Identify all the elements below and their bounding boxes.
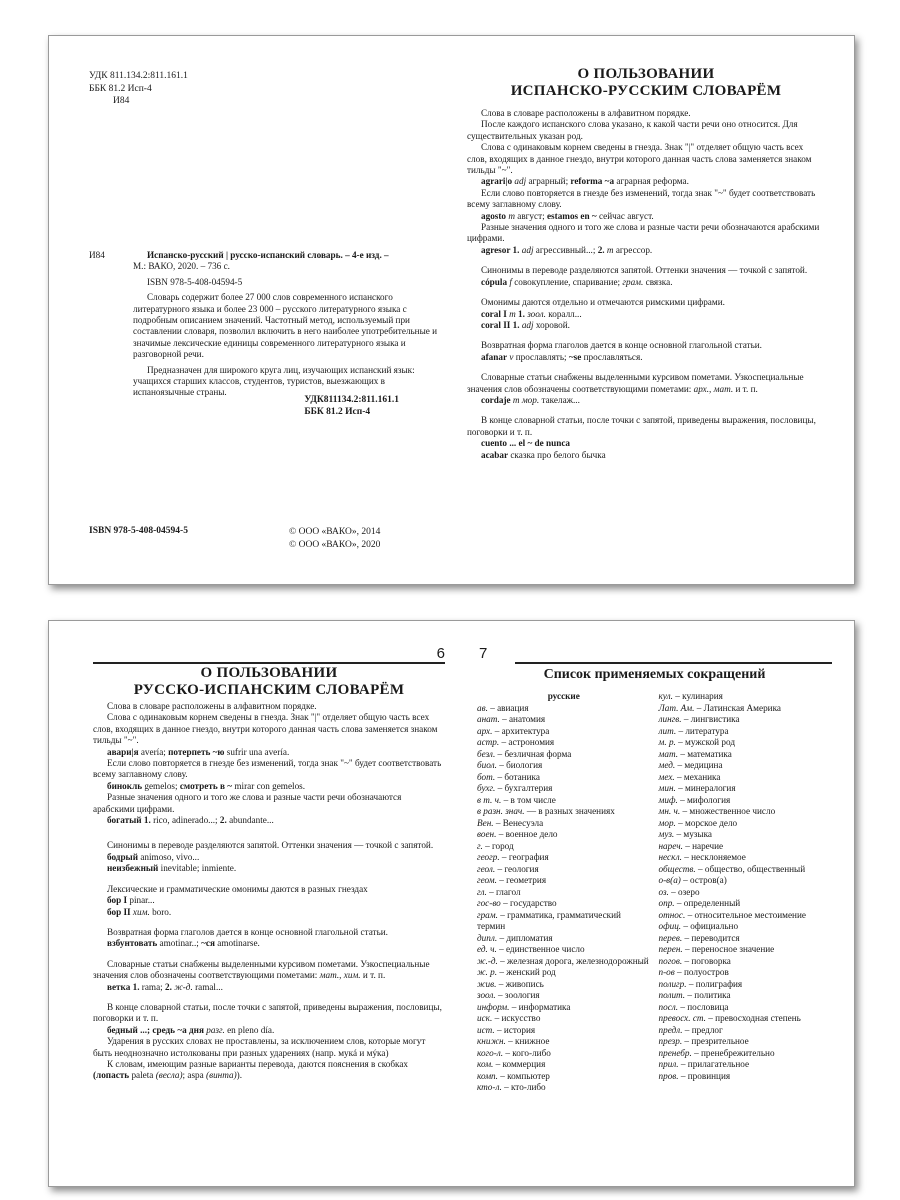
abbreviation-entry	[477, 933, 651, 945]
abbreviation-meaning: – определенный	[676, 898, 741, 908]
abbreviation-meaning: – безличная форма	[497, 748, 572, 759]
usage-body	[467, 108, 825, 461]
abbreviations-columns	[477, 691, 832, 1094]
abbreviation-entry	[477, 852, 651, 864]
abbreviation-entry	[659, 737, 833, 749]
abbreviation-meaning: – озеро	[671, 886, 700, 897]
abbreviation-entry	[477, 1013, 651, 1025]
paragraph: Словарные статьи снабжены выделенными курсивом пометами. Узкоспециальные значения слов обозначены соответствующими пометами: арх., мат. и т. п.	[467, 372, 804, 394]
abbreviation-meaning: – город	[485, 840, 514, 851]
abbreviation-meaning: – поговорка	[684, 955, 731, 966]
abbreviation-entry	[659, 921, 833, 933]
abbreviation-entry	[659, 1025, 833, 1037]
abbreviation: превосх. ст.	[658, 1013, 706, 1023]
book-title: Испанско-русский | русско-испанский словарь. – 4-е изд. –	[147, 250, 389, 260]
abbreviation-meaning: – зоология	[498, 990, 540, 1000]
udk-code: УДК 811.134.2:811.161.1	[89, 71, 188, 81]
abbreviation-entry	[659, 990, 833, 1002]
abbreviation-meaning: – музыка	[676, 829, 713, 839]
abbreviation: Лат. Ам.	[658, 702, 695, 713]
example-entry: богатый 1. rico, adinerado...; 2. abundante...	[107, 815, 274, 826]
abbreviation-entry	[477, 829, 651, 841]
page-number: 7	[479, 645, 488, 662]
paragraph: Возвратная форма глаголов дается в конце основной глагольной статьи.	[107, 926, 388, 937]
abbreviation-entry	[659, 818, 833, 830]
example-entry: бинокль gemelos; смотреть в ~ mirar con gemelos.	[107, 780, 306, 791]
imprint-page	[49, 36, 449, 584]
russian-spanish-usage-page	[93, 621, 445, 1186]
page-title: О ПОЛЬЗОВАНИИ РУССКО-ИСПАНСКИМ СЛОВАРЁМ	[133, 665, 405, 698]
abbreviation-meaning: – геометрия	[499, 875, 547, 885]
abbreviation: астр.	[477, 737, 500, 747]
abbreviation-entry	[659, 714, 833, 726]
abbreviation: мат.	[658, 748, 679, 759]
abbreviation-entry	[477, 1002, 651, 1014]
abbreviation-list	[477, 703, 651, 1094]
abbreviation-meaning: – предлог	[684, 1024, 723, 1035]
abbreviation-meaning: – полуостров	[677, 967, 729, 977]
example-entry: ветка 1. rama; 2. ж-д. ramal...	[107, 981, 223, 992]
abbreviation-entry	[477, 864, 651, 876]
abbreviation: полигр.	[658, 978, 687, 989]
abbreviation-meaning: – дипломатия	[499, 932, 553, 943]
abbreviation: оз.	[658, 886, 669, 897]
example-entry: coral I m 1. зоол. коралл...	[481, 308, 582, 319]
abbreviation-entry	[659, 875, 833, 887]
abbreviation-meaning: – пренебрежительно	[694, 1047, 775, 1058]
abbreviation-meaning: – геология	[497, 863, 539, 874]
example-entry: agosto m август; estamos en ~ сейчас август.	[481, 210, 654, 221]
abbreviation-meaning: – Венесуэла	[495, 817, 544, 828]
abbreviation-entry	[477, 887, 651, 899]
bbk-bottom: ББК 81.2 Исп-4	[304, 407, 371, 417]
abbreviation-entry	[477, 703, 651, 715]
abbreviation: информ.	[477, 1001, 510, 1012]
example-entry: авари|я avería; потерпеть ~ю sufrir una avería.	[107, 746, 290, 757]
abbreviation: офиц.	[658, 921, 682, 931]
abbreviation: ком.	[477, 1059, 494, 1069]
abbreviation-meaning: – множественное число	[682, 806, 776, 816]
paragraph: Синонимы в переводе разделяются запятой. Оттенки значения — точкой с запятой.	[481, 265, 808, 276]
abbreviation-entry	[659, 979, 833, 991]
abbreviation-entry	[659, 967, 833, 979]
abbreviation: бухг.	[477, 783, 496, 793]
abbreviation-meaning: – полиграфия	[688, 978, 743, 989]
example-entry: взбунтовать amotinar..; ~ся amotinarse.	[107, 938, 260, 949]
abbreviation: гл.	[477, 886, 487, 897]
example-entry: cuento ... el ~ de nunca	[481, 438, 570, 449]
example-entry: cópula f совокупление, спаривание; грам. связка.	[481, 276, 673, 287]
abbreviation-meaning: – провинция	[680, 1070, 731, 1081]
paragraph: В конце словарной статьи, после точки с запятой, приведены выражения, пословицы, поговорки и т. п.	[93, 1001, 442, 1024]
abbreviation-meaning: – государство	[503, 898, 557, 908]
abbreviation: кул.	[658, 691, 673, 701]
abbreviation: Вен.	[477, 817, 494, 828]
abbreviation-entry	[477, 841, 651, 853]
usage-body	[93, 701, 445, 1082]
abbreviation-entry	[659, 898, 833, 910]
abbreviations-column-1	[477, 691, 651, 1094]
abbreviation-entry	[477, 898, 651, 910]
abbreviation: м. р.	[658, 737, 676, 747]
abbreviation: геогр.	[477, 852, 500, 862]
abbreviation-meaning: – официально	[683, 921, 739, 931]
paragraph: Омонимы даются отдельно и отмечаются римскими цифрами.	[481, 297, 725, 308]
abbreviation-entry	[477, 979, 651, 991]
paragraph: Ударения в русских словах не проставлены, за исключением слов, которые могут быть неоднозначно истолкованы при разных ударениях (напр. мукá и мýка)	[93, 1036, 426, 1058]
abbreviation: иск.	[477, 1013, 493, 1023]
abbreviation: перен.	[658, 944, 683, 954]
abbreviation-entry	[659, 829, 833, 841]
abbreviation-meaning: – Латинская Америка	[696, 702, 781, 713]
abbreviation-list	[659, 691, 833, 1082]
paragraph: Лексические и грамматические омонимы даются в разных гнездах	[107, 883, 368, 894]
abbreviation-entry	[659, 703, 833, 715]
abbreviation-entry	[659, 1048, 833, 1060]
abbreviation: мн. ч.	[658, 806, 681, 816]
abbreviation-entry	[477, 760, 651, 772]
abbreviation: муз.	[658, 829, 675, 839]
bbk-code: ББК 81.2 Исп-4	[89, 83, 152, 94]
example-entry: бодрый animoso, vivo...	[107, 851, 200, 862]
paragraph: К словам, имеющим разные варианты перевода, даются пояснения в скобках (лопасть paleta (весла); aspa (винта)).	[93, 1058, 409, 1081]
abbreviation: миф.	[658, 794, 678, 805]
abbreviation-entry	[659, 1059, 833, 1071]
abbreviation-meaning: – прилагательное	[680, 1059, 750, 1069]
abbreviation: дипл.	[477, 932, 498, 943]
page-title: Список применяемых сокращений	[543, 667, 766, 682]
abbreviation: книжн.	[477, 1036, 506, 1046]
abbreviation: мех.	[658, 771, 675, 782]
abbreviation-entry	[477, 990, 651, 1002]
abbreviation: грам.	[477, 909, 498, 920]
abbreviation-meaning: – относительное местоимение	[687, 909, 806, 920]
abbreviation-entry	[659, 1002, 833, 1014]
isbn-inline: ISBN 978-5-408-04594-5	[147, 276, 243, 287]
abbreviation-entry	[659, 806, 833, 818]
abbreviation: г.	[477, 840, 483, 851]
abbreviation-entry	[659, 760, 833, 772]
abbreviation-meaning: – литература	[678, 725, 729, 736]
example-entry: agresor 1. adj агрессивный...; 2. m агрессор.	[481, 244, 653, 255]
abbreviation-meaning: – остров(а)	[683, 875, 727, 885]
top-spread	[48, 35, 855, 585]
abbreviation-entry	[477, 910, 651, 933]
abbreviation-entry	[477, 967, 651, 979]
paragraph: Слова в словаре расположены в алфавитном порядке.	[481, 108, 691, 118]
abbreviation-entry	[477, 737, 651, 749]
abbreviation-meaning: – превосходная степень	[708, 1013, 801, 1023]
abbreviation-meaning: – компьютер	[500, 1070, 550, 1081]
abbreviation-entry	[477, 875, 651, 887]
abbreviation: презр.	[658, 1036, 683, 1046]
abbreviation-meaning: – несклоняемое	[684, 852, 746, 862]
copyright-line: © ООО «ВАКО», 2020	[289, 540, 381, 550]
abbreviation-entry	[659, 852, 833, 864]
abbreviation-entry	[477, 1048, 651, 1060]
paragraph: Слова с одинаковым корнем сведены в гнезда. Знак "|" отделяет общую часть всех слов, входящих в данное гнездо, внутри которого данная часть слова заменяется знаком тильды "~".	[93, 712, 438, 746]
paragraph: Слова с одинаковым корнем сведены в гнезда. Знак "|" отделяет общую часть всех слов, входящих в данное гнездо, внутри которого данная часть слова заменяется знаком тильды "~".	[467, 142, 812, 176]
paragraph: Если слово повторяется в гнезде без изменений, тогда знак "~" будет соответствовать всему заглавному слову.	[93, 758, 442, 780]
abbreviation: нескл.	[658, 852, 682, 862]
abbreviation: бот.	[477, 771, 496, 782]
abbreviation: геом.	[477, 875, 497, 885]
abbreviation: предл.	[658, 1024, 683, 1035]
abbreviation-meaning: — в разных значениях	[526, 806, 615, 816]
abbreviation-entry	[659, 933, 833, 945]
abbreviation-meaning: – география	[501, 852, 549, 862]
abbreviation: посл.	[658, 1001, 679, 1012]
abbreviation-meaning: – информатика	[511, 1001, 571, 1012]
abbreviation: опр.	[658, 898, 675, 908]
abbreviation-meaning: – кого-либо	[505, 1047, 551, 1058]
abbreviation-meaning: – ботаника	[497, 771, 540, 782]
abbreviation-entry	[477, 1071, 651, 1083]
audience-text: Предназначен для широкого круга лиц, изучающих испанский язык: учащихся старших классов, студентов, туристов, выезжающих в испаноязычные страны.	[133, 364, 415, 398]
paragraph: Разные значения одного и того же слова и разные части речи обозначаются арабскими цифрами.	[93, 792, 402, 814]
header-rule	[515, 662, 832, 664]
example-entry: agrari|o adj аграрный; reforma ~a аграрная реформа.	[481, 176, 689, 187]
abbreviation-meaning: – переносное значение	[685, 944, 775, 954]
abbreviation: комп.	[477, 1070, 498, 1081]
author-code: И84	[113, 96, 130, 106]
abbreviation-meaning: – книжное	[508, 1036, 550, 1046]
abbreviation: зоол.	[477, 990, 496, 1000]
abbreviation: пров.	[658, 1070, 679, 1081]
abbreviation-entry	[659, 1071, 833, 1083]
copyright-block	[289, 526, 380, 552]
abbreviation: мин.	[658, 783, 676, 793]
abbreviation-entry	[659, 783, 833, 795]
abbreviation-entry	[659, 1036, 833, 1048]
abbreviation-entry	[659, 691, 833, 703]
abbreviation: биол.	[477, 760, 497, 770]
abbreviation-meaning: – анатомия	[502, 714, 546, 724]
abbreviation: ед. ч.	[477, 944, 497, 954]
abbreviation-meaning: – биология	[499, 760, 543, 770]
page-title: О ПОЛЬЗОВАНИИ ИСПАНСКО-РУССКИМ СЛОВАРЁМ	[510, 66, 782, 99]
abbreviation-entry	[659, 887, 833, 899]
abbreviation: в т. ч.	[477, 794, 502, 805]
paragraph: Возвратная форма глаголов дается в конце основной глагольной статьи.	[481, 340, 762, 351]
abbreviation-entry	[659, 910, 833, 922]
abbreviation: жив.	[477, 978, 497, 989]
page-number: 6	[436, 645, 445, 662]
abbreviation-entry	[659, 795, 833, 807]
abbreviation-meaning: – астрономия	[501, 737, 555, 747]
abbreviation: нареч.	[658, 840, 683, 851]
example-entry: coral II 1. adj хоровой.	[481, 319, 570, 330]
example-entry: неизбежный inevitable; inmiente.	[107, 863, 237, 874]
abbreviation-entry	[477, 783, 651, 795]
abbreviation-meaning: – мифология	[680, 794, 731, 805]
abbreviation: безл.	[477, 748, 496, 759]
isbn-bottom: ISBN 978-5-408-04594-5	[89, 526, 188, 536]
abbreviation-entry	[477, 795, 651, 807]
bibliographic-record	[89, 250, 444, 399]
abbreviation: ист.	[477, 1024, 495, 1035]
abbreviation-meaning: – бухгалтерия	[497, 783, 553, 793]
abbreviation-entry	[659, 772, 833, 784]
abbreviation-meaning: – коммерция	[495, 1059, 546, 1069]
author-code-side: И84	[89, 250, 105, 260]
abbreviation-meaning: – мужской род	[678, 737, 735, 747]
example-entry: бор II хим. boro.	[107, 906, 172, 917]
paragraph: Если слово повторяется в гнезде без изменений, тогда знак "~" будет соответствовать всему заглавному слову.	[467, 187, 816, 210]
abbreviation: пренебр.	[658, 1047, 692, 1058]
abbreviation-entry	[659, 944, 833, 956]
abbreviation: перев.	[658, 932, 683, 943]
udk-bottom: УДК811134.2:811.161.1	[304, 395, 399, 405]
paragraph: Синонимы в переводе разделяются запятой. Оттенки значения — точкой с запятой.	[107, 840, 434, 851]
abbreviation-entry	[477, 749, 651, 761]
abbreviation-meaning: – переводится	[684, 932, 740, 943]
abbreviation-meaning: – история	[497, 1024, 536, 1035]
abbreviation: кого-л.	[477, 1047, 504, 1058]
abbreviations-page	[477, 621, 832, 1186]
paragraph: Слова в словаре расположены в алфавитном порядке.	[107, 701, 317, 711]
abbreviation: прил.	[658, 1059, 679, 1069]
abbreviation-meaning: – в том числе	[503, 794, 556, 805]
abbreviation-entry	[477, 806, 651, 818]
abbreviation-meaning: – кулинария	[675, 691, 723, 701]
example-entry: бедный ...; средь ~а дня разг. en pleno día.	[107, 1024, 275, 1035]
abbreviation-meaning: – военное дело	[498, 829, 558, 839]
abbreviation-entry	[659, 864, 833, 876]
abbreviation: ж. р.	[477, 967, 498, 977]
abbreviation-meaning: – лингвистика	[683, 714, 740, 724]
abbreviation: анат.	[477, 714, 500, 724]
abbreviation-meaning: – презрительное	[684, 1036, 749, 1046]
abbreviation-entry	[477, 1082, 651, 1094]
abbreviation: ж.-д.	[477, 955, 498, 966]
section-subhead: русские	[547, 691, 580, 701]
abbreviation-entry	[477, 714, 651, 726]
abbreviations-column-2	[651, 691, 833, 1094]
abbreviation-meaning: – минералогия	[678, 783, 736, 793]
abbreviation-entry	[477, 1059, 651, 1071]
abbreviation-entry	[659, 956, 833, 968]
annotation-text: Словарь содержит более 27 000 слов современного испанского литературного языка и более 23 000 – русского литературного языка с подробным описанием значений. Частотный метод, используемый при составлении словаря, позволил включить в него наиболее употребительные и значимые лексические единицы современного литературного языка и разговорной речи.	[133, 292, 438, 360]
abbreviation-meaning: – женский род	[499, 967, 556, 977]
abbreviation-entry	[659, 841, 833, 853]
header-rule	[93, 662, 445, 664]
abbreviation-meaning: – глагол	[489, 886, 521, 897]
abbreviation: лингв.	[658, 714, 682, 724]
abbreviation-entry	[477, 1036, 651, 1048]
abbreviation-meaning: – морское дело	[678, 817, 738, 828]
abbreviation: мор.	[658, 817, 676, 828]
abbreviation-meaning: – кто-либо	[504, 1082, 546, 1092]
classification-codes	[89, 70, 188, 108]
abbreviation-meaning: – общество, общественный	[698, 863, 806, 874]
abbreviation-entry	[477, 818, 651, 830]
abbreviation: лит.	[658, 725, 677, 736]
example-entry: бор I pinar...	[107, 895, 155, 906]
abbreviation-meaning: – механика	[677, 771, 721, 782]
bottom-codes	[304, 394, 399, 418]
abbreviation-entry	[477, 944, 651, 956]
abbreviation: относ.	[658, 909, 686, 920]
abbreviation-meaning: – политика	[687, 990, 731, 1000]
abbreviation-entry	[659, 749, 833, 761]
abbreviation: полит.	[658, 990, 686, 1000]
abbreviation: воен.	[477, 829, 497, 839]
abbreviation-meaning: – единственное число	[499, 944, 585, 954]
example-entry: afanar v прославлять; ~se прославляться.	[481, 351, 643, 362]
publisher-line: М.: ВАКО, 2020. – 736 с.	[133, 261, 230, 272]
paragraph: После каждого испанского слова указано, к какой части речи оно относится. Для существительных указан род.	[467, 119, 798, 141]
abbreviation-meaning: – искусство	[494, 1013, 541, 1023]
paragraph: В конце словарной статьи, после точки с запятой, приведены выражения, пословицы, поговорки и т. п.	[467, 415, 816, 437]
abbreviation: кто-л.	[477, 1082, 502, 1092]
example-entry: cordaje m мор. такелаж...	[481, 394, 580, 405]
abbreviation-entry	[477, 1025, 651, 1037]
abbreviation-meaning: – грамматика, грамматический термин	[477, 909, 621, 931]
abbreviation-meaning: – живопись	[498, 978, 544, 989]
abbreviation: погов.	[658, 955, 683, 966]
abbreviation-meaning: – медицина	[677, 760, 723, 770]
spanish-russian-usage-page	[467, 66, 825, 584]
abbreviation-entry	[477, 956, 651, 968]
abbreviation-meaning: – наречие	[685, 840, 724, 851]
example-entry: acabar сказка про белого бычка	[481, 449, 606, 460]
abbreviation-entry	[477, 726, 651, 738]
abbreviation: арх.	[477, 725, 493, 736]
abbreviation-meaning: – пословица	[680, 1001, 729, 1012]
abbreviation: п-ов	[658, 967, 675, 977]
abbreviation-meaning: – железная дорога, железнодорожный	[500, 955, 649, 966]
paragraph: Словарные статьи снабжены выделенными курсивом пометами. Узкоспециальные значения слов обозначены соответствующими пометами: мат., хим. и т. п.	[93, 958, 430, 981]
abbreviation: гос-во	[477, 898, 501, 908]
copyright-line: © ООО «ВАКО», 2014	[289, 527, 381, 537]
abbreviation-entry	[659, 1013, 833, 1025]
abbreviation-meaning: – математика	[680, 748, 732, 759]
abbreviation: геол.	[477, 863, 496, 874]
abbreviation: мед.	[658, 760, 676, 770]
paragraph: Разные значения одного и того же слова и разные части речи обозначаются арабскими цифрами.	[467, 222, 820, 244]
abbreviation-entry	[659, 726, 833, 738]
abbreviation-meaning: – архитектура	[494, 725, 550, 736]
abbreviation: обществ.	[658, 863, 696, 874]
abbreviation: в разн. знач.	[477, 806, 525, 816]
abbreviation: о-в(а)	[658, 875, 681, 885]
abbreviation-entry	[477, 772, 651, 784]
abbreviation: ав.	[477, 702, 488, 713]
abbreviation-meaning: – авиация	[490, 702, 529, 713]
bottom-spread	[48, 620, 855, 1187]
